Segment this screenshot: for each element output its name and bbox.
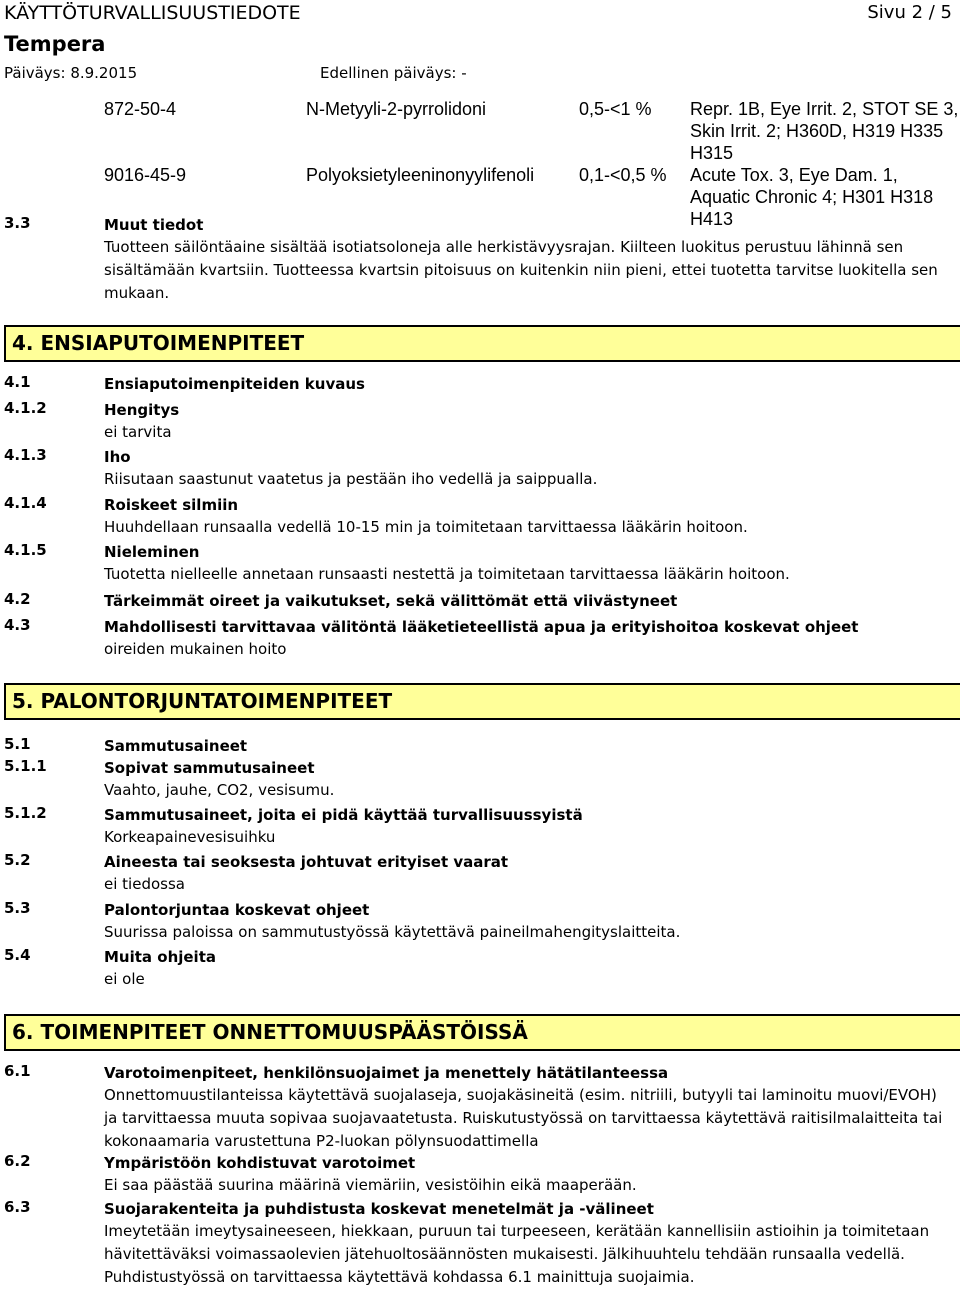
section-number: 4.1.4 [4, 494, 47, 512]
section-number: 4.1.2 [4, 399, 47, 417]
classification: Acute Tox. 3, Eye Dam. 1, Aquatic Chronic 4; H301 H318 H413 [690, 165, 934, 229]
section-4-1 [0, 373, 958, 395]
section-4-2 [0, 590, 958, 612]
section-title: Sammutusaineet, joita ei pidä käyttää turvallisuussyistä [104, 806, 583, 824]
section-number: 6.3 [4, 1198, 31, 1216]
section-title: Muut tiedot [104, 216, 204, 234]
section-4-1-4 [0, 494, 958, 539]
section-number: 4.2 [4, 590, 31, 608]
section-number: 5.1.1 [4, 757, 47, 775]
section-4-1-2 [0, 399, 958, 444]
section-text: Korkeapainevesisuihku [104, 828, 276, 846]
section-4-3 [0, 616, 958, 661]
section-text: Tuotteen säilöntäaine sisältää isotiatsoloneja alle herkistävyysrajan. Kiilteen luokitus perustuu lähinnä sen sisältämään kvartsiin. Tuotteessa kvartsin pitoisuus on kuitenkin niin pieni, ettei tuotetta tarvitse luokitella sen mukaan. [104, 238, 938, 302]
cas-number: 872-50-4 [104, 99, 177, 119]
section-title: Hengitys [104, 401, 180, 419]
section-text: Huuhdellaan runsaalla vedellä 10-15 min ja toimitetaan tarvittaessa lääkärin hoitoon. [104, 518, 748, 536]
section-title: Palontorjuntaa koskevat ohjeet [104, 901, 370, 919]
section-6-header: 6. TOIMENPITEET ONNETTOMUUSPÄÄSTÖISSÄ [4, 1014, 960, 1051]
previous-date: Edellinen päiväys: - [320, 64, 467, 82]
section-5-2 [0, 851, 958, 896]
section-title: Suojarakenteita ja puhdistusta koskevat menetelmät ja -välineet [104, 1200, 654, 1218]
classification: Repr. 1B, Eye Irrit. 2, STOT SE 3, Skin Irrit. 2; H360D, H319 H335 H315 [690, 99, 959, 163]
section-number: 6.2 [4, 1152, 31, 1170]
concentration: 0,1-<0,5 % [579, 165, 667, 185]
section-title: Sammutusaineet [104, 737, 248, 755]
section-number: 3.3 [4, 214, 31, 232]
section-title: Tärkeimmät oireet ja vaikutukset, sekä välittömät että viivästyneet [104, 592, 678, 610]
section-text: ei tarvita [104, 423, 172, 441]
section-number: 5.1 [4, 735, 31, 753]
section-title: Iho [104, 448, 131, 466]
section-title: Nieleminen [104, 543, 200, 561]
section-5-1 [0, 735, 958, 757]
concentration: 0,5-<1 % [579, 99, 652, 119]
section-title: Roiskeet silmiin [104, 496, 239, 514]
section-3-3 [0, 214, 958, 305]
section-text: Suurissa paloissa on sammutustyössä käytettävä paineilmahengityslaitteita. [104, 923, 681, 941]
section-text: Imeytetään imeytysaineeseen, hiekkaan, puruun tai turpeeseen, kerätään kannellisiin astioihin ja toimitetaan hävitettäväksi voimassaolevien jätehuoltosäännösten mukaisesti. Jälkihuuhtelu tehdään runsaalla vedellä. Puhdistustyössä on tarvittaessa käytettävä kohdassa 6.1 mainittuja suojaimia. [104, 1222, 930, 1286]
section-title: Varotoimenpiteet, henkilönsuojaimet ja menettely hätätilanteessa [104, 1064, 669, 1082]
page-number: Sivu 2 / 5 [867, 2, 952, 23]
cas-number: 9016-45-9 [104, 165, 187, 185]
section-text: Ei saa päästää suurina määrinä viemäriin, vesistöihin eikä maaperään. [104, 1176, 637, 1194]
ingredients-table [104, 98, 960, 230]
section-5-4 [0, 946, 958, 991]
section-5-1-2 [0, 804, 958, 849]
section-text: Onnettomuustilanteissa käytettävä suojalaseja, suojakäsineitä (esim. nitriili, butyyli tai laminoitu muovi/EVOH) ja tarvittaessa muuta sopivaa suojavaatetusta. Ruiskutustyössä on tarvittaessa käytettävä raitisilmalaitteita tai kokonaamaria varustettuna P2-luokan pölynsuodattimella [104, 1086, 943, 1150]
document-title: KÄYTTÖTURVALLISUUSTIEDOTE [4, 2, 301, 24]
section-number: 4.1.3 [4, 446, 47, 464]
section-number: 5.1.2 [4, 804, 47, 822]
section-number: 6.1 [4, 1062, 31, 1080]
section-text: ei ole [104, 970, 145, 988]
product-name: Tempera [4, 32, 106, 56]
section-number: 5.2 [4, 851, 31, 869]
section-title: Muita ohjeita [104, 948, 216, 966]
section-6-1 [0, 1062, 958, 1153]
section-number: 5.3 [4, 899, 31, 917]
section-text: ei tiedossa [104, 875, 185, 893]
section-5-header: 5. PALONTORJUNTATOIMENPITEET [4, 683, 960, 720]
table-row [104, 98, 960, 164]
section-6-2 [0, 1152, 958, 1197]
ingredient-name: N-Metyyli-2-pyrrolidoni [306, 99, 487, 119]
section-4-1-5 [0, 541, 958, 586]
section-5-1-1 [0, 757, 958, 802]
section-number: 4.3 [4, 616, 31, 634]
section-5-3 [0, 899, 958, 944]
section-text: oireiden mukainen hoito [104, 640, 287, 658]
ingredient-name: Polyoksietyleeninonyylifenoli [306, 165, 535, 185]
section-title: Sopivat sammutusaineet [104, 759, 315, 777]
section-title: Aineesta tai seoksesta johtuvat erityiset vaarat [104, 853, 509, 871]
section-title: Ensiaputoimenpiteiden kuvaus [104, 375, 365, 393]
section-text: Riisutaan saastunut vaatetus ja pestään iho vedellä ja saippualla. [104, 470, 598, 488]
section-4-header: 4. ENSIAPUTOIMENPITEET [4, 325, 960, 362]
section-title: Mahdollisesti tarvittavaa välitöntä lääketieteellistä apua ja erityishoitoa koskevat ohjeet [104, 618, 859, 636]
section-6-3 [0, 1198, 958, 1289]
section-text: Vaahto, jauhe, CO2, vesisumu. [104, 781, 335, 799]
section-number: 5.4 [4, 946, 31, 964]
section-text: Tuotetta nielleelle annetaan runsaasti nestettä ja toimitetaan tarvittaessa lääkärin hoitoon. [104, 565, 790, 583]
section-number: 4.1.5 [4, 541, 47, 559]
section-title: Ympäristöön kohdistuvat varotoimet [104, 1154, 416, 1172]
document-date: Päiväys: 8.9.2015 [4, 64, 138, 82]
section-4-1-3 [0, 446, 958, 491]
section-number: 4.1 [4, 373, 31, 391]
